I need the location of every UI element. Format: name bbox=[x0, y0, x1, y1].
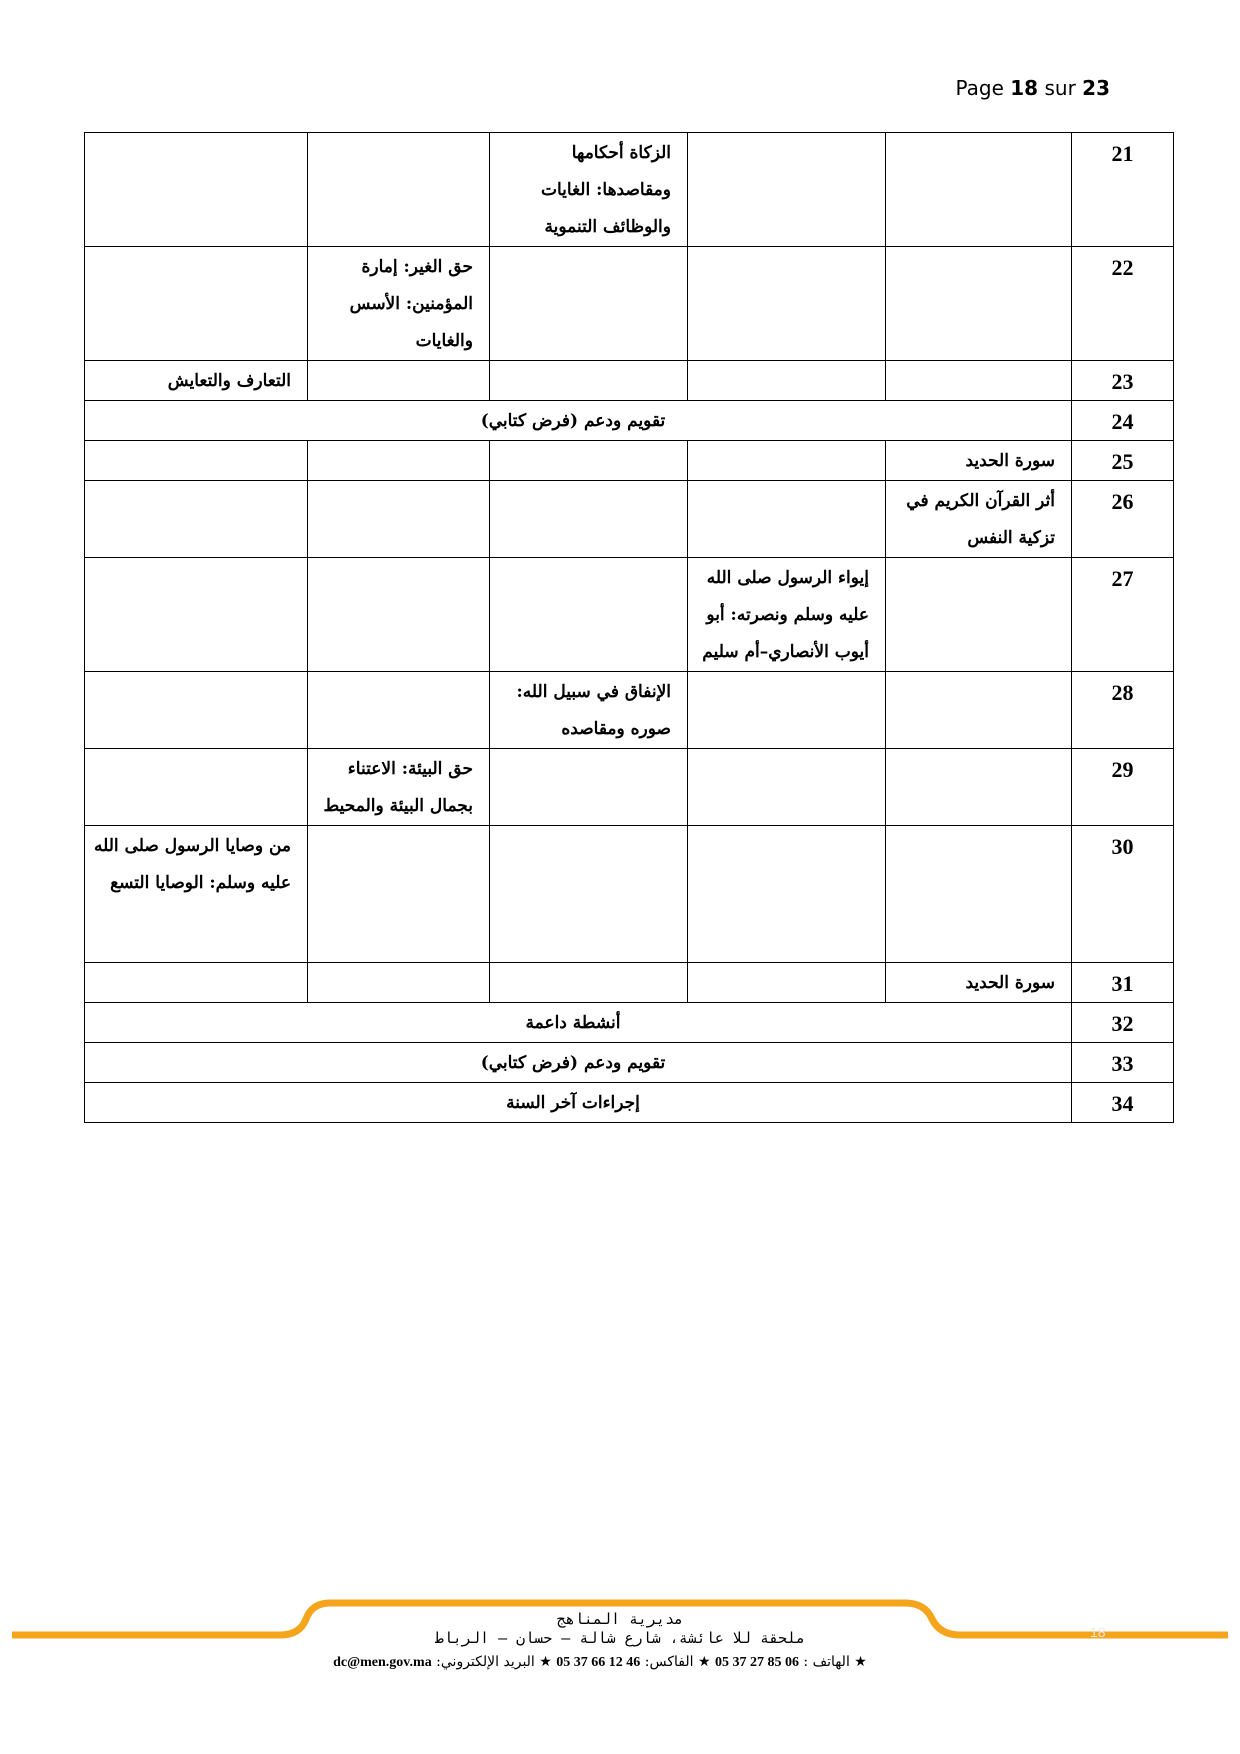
lesson-cell: إيواء الرسول صلى الله عليه وسلم ونصرته: أبو أيوب الأنصاري–أم سليم bbox=[688, 558, 886, 672]
merged-activity-cell: تقويم ودعم (فرض كتابي) bbox=[85, 1043, 1072, 1083]
table-row bbox=[85, 826, 1174, 963]
lesson-cell bbox=[688, 481, 886, 558]
table-row bbox=[85, 1083, 1174, 1123]
table-row bbox=[85, 481, 1174, 558]
page-header bbox=[955, 76, 1110, 100]
footer-contact bbox=[200, 1654, 1000, 1671]
lesson-cell bbox=[490, 558, 688, 672]
lesson-cell bbox=[688, 247, 886, 361]
week-number: 34 bbox=[1072, 1083, 1174, 1123]
week-number: 24 bbox=[1072, 401, 1174, 441]
lesson-cell: سورة الحديد bbox=[886, 963, 1072, 1003]
lesson-cell bbox=[308, 672, 490, 749]
table-row bbox=[85, 749, 1174, 826]
lesson-cell bbox=[490, 826, 688, 963]
lesson-cell bbox=[85, 441, 308, 481]
lesson-cell bbox=[308, 441, 490, 481]
star-icon: ★ bbox=[697, 1654, 711, 1670]
lesson-cell: الزكاة أحكامها ومقاصدها: الغايات والوظائف التنموية bbox=[490, 133, 688, 247]
week-number: 26 bbox=[1072, 481, 1174, 558]
table-row bbox=[85, 558, 1174, 672]
lesson-cell bbox=[688, 749, 886, 826]
week-number: 21 bbox=[1072, 133, 1174, 247]
lesson-cell: من وصايا الرسول صلى الله عليه وسلم: الوصايا التسع bbox=[85, 826, 308, 963]
lesson-cell bbox=[490, 441, 688, 481]
lesson-cell bbox=[85, 133, 308, 247]
table-row bbox=[85, 963, 1174, 1003]
lesson-cell bbox=[85, 963, 308, 1003]
star-icon: ★ bbox=[854, 1654, 867, 1670]
fax-number: 05 37 66 12 46 bbox=[556, 1655, 641, 1670]
lesson-cell: حق الغير: إمارة المؤمنين: الأسس والغايات bbox=[308, 247, 490, 361]
week-number: 33 bbox=[1072, 1043, 1174, 1083]
lesson-cell bbox=[688, 133, 886, 247]
lesson-cell bbox=[490, 749, 688, 826]
email-address: dc@men.gov.ma bbox=[333, 1655, 432, 1670]
table-row bbox=[85, 133, 1174, 247]
lesson-cell bbox=[85, 481, 308, 558]
merged-activity-cell: إجراءات آخر السنة bbox=[85, 1083, 1072, 1123]
lesson-cell bbox=[85, 672, 308, 749]
week-number: 22 bbox=[1072, 247, 1174, 361]
phone-number: 05 37 27 85 06 bbox=[714, 1655, 799, 1670]
lesson-cell: أثر القرآن الكريم في تزكية النفس bbox=[886, 481, 1072, 558]
week-number: 30 bbox=[1072, 826, 1174, 963]
curriculum-table bbox=[84, 132, 1174, 1123]
week-number: 27 bbox=[1072, 558, 1174, 672]
table-row bbox=[85, 441, 1174, 481]
lesson-cell bbox=[490, 481, 688, 558]
phone-label: الهاتف : bbox=[803, 1654, 850, 1670]
lesson-cell bbox=[886, 361, 1072, 401]
lesson-cell bbox=[688, 361, 886, 401]
lesson-cell bbox=[85, 247, 308, 361]
lesson-cell bbox=[688, 963, 886, 1003]
lesson-cell bbox=[308, 133, 490, 247]
lesson-cell bbox=[688, 441, 886, 481]
table-row bbox=[85, 672, 1174, 749]
lesson-cell: التعارف والتعايش bbox=[85, 361, 308, 401]
footer-address: ملحقة للا عائشة، شارع شالة – حسان – الرباط bbox=[434, 1629, 806, 1647]
week-number: 32 bbox=[1072, 1003, 1174, 1043]
table-row bbox=[85, 247, 1174, 361]
week-number: 29 bbox=[1072, 749, 1174, 826]
table-row bbox=[85, 401, 1174, 441]
lesson-cell bbox=[85, 749, 308, 826]
footer-page-mark: 18 bbox=[1090, 1624, 1106, 1640]
page-current: 18 bbox=[1010, 76, 1039, 100]
lesson-cell bbox=[688, 826, 886, 963]
week-number: 31 bbox=[1072, 963, 1174, 1003]
lesson-cell bbox=[308, 826, 490, 963]
lesson-cell bbox=[308, 963, 490, 1003]
email-label: البريد الإلكتروني: bbox=[436, 1654, 535, 1670]
page-word: Page bbox=[955, 76, 1004, 100]
merged-activity-cell: تقويم ودعم (فرض كتابي) bbox=[85, 401, 1072, 441]
table-row bbox=[85, 361, 1174, 401]
lesson-cell: الإنفاق في سبيل الله: صوره ومقاصده bbox=[490, 672, 688, 749]
week-number: 28 bbox=[1072, 672, 1174, 749]
lesson-cell bbox=[308, 481, 490, 558]
lesson-cell bbox=[490, 963, 688, 1003]
lesson-cell bbox=[308, 558, 490, 672]
lesson-cell bbox=[490, 361, 688, 401]
lesson-cell bbox=[490, 247, 688, 361]
week-number: 25 bbox=[1072, 441, 1174, 481]
fax-label: الفاكس: bbox=[644, 1654, 694, 1670]
table-row bbox=[85, 1003, 1174, 1043]
merged-activity-cell: أنشطة داعمة bbox=[85, 1003, 1072, 1043]
lesson-cell bbox=[886, 672, 1072, 749]
lesson-cell bbox=[886, 749, 1072, 826]
lesson-cell bbox=[308, 361, 490, 401]
lesson-cell bbox=[886, 558, 1072, 672]
page-sur: sur bbox=[1044, 76, 1076, 100]
lesson-cell bbox=[886, 247, 1072, 361]
lesson-cell: حق البيئة: الاعتناء بجمال البيئة والمحيط bbox=[308, 749, 490, 826]
lesson-cell bbox=[85, 558, 308, 672]
table-row bbox=[85, 1043, 1174, 1083]
lesson-cell bbox=[886, 133, 1072, 247]
lesson-cell bbox=[688, 672, 886, 749]
lesson-cell bbox=[886, 826, 1072, 963]
lesson-cell: سورة الحديد bbox=[886, 441, 1072, 481]
week-number: 23 bbox=[1072, 361, 1174, 401]
footer-org: مديرية المناهج bbox=[556, 1610, 684, 1628]
star-icon: ★ bbox=[539, 1654, 552, 1670]
page-total: 23 bbox=[1082, 76, 1110, 100]
